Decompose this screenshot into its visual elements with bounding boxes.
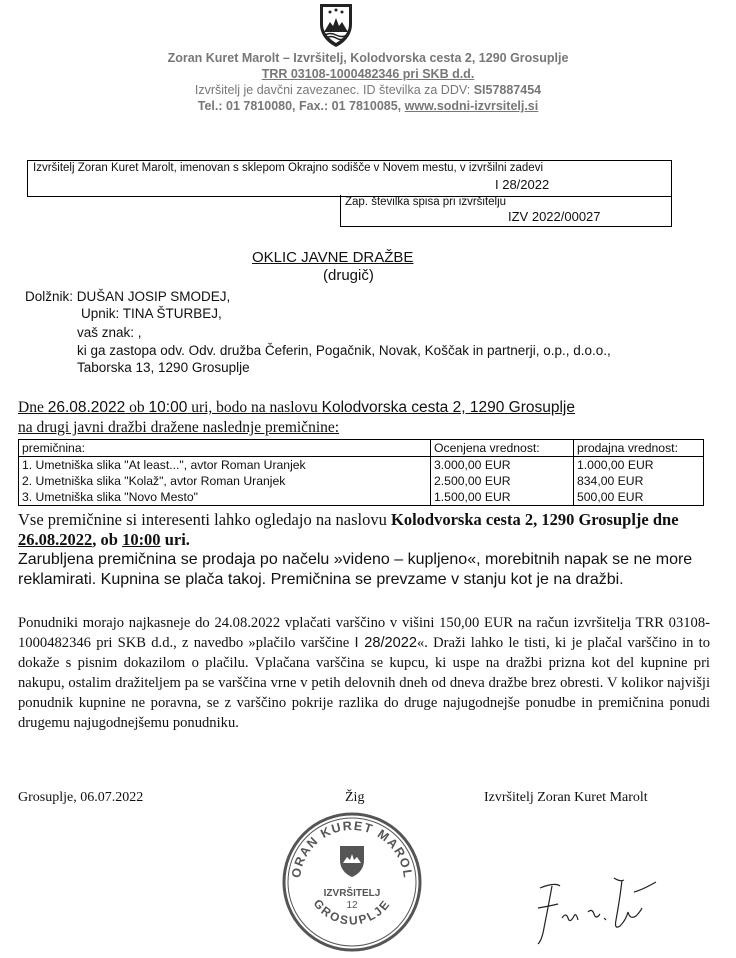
header-line-4: Tel.: 01 7810080, Fax.: 01 7810085, www.sodni-izvrsitelj.si (197, 99, 539, 113)
svg-text:ZORAN KURET MAROLT: ORAN KURET MAROL (289, 818, 415, 879)
representative-address: Taborska 13, 1290 Grosuplje (77, 360, 250, 375)
item-name: 1. Umetniška slika "At least...", avtor Roman Uranjek (19, 457, 431, 474)
conditions-paragraph: Zarubljena premičnina se prodaja po načelu »videno – kupljeno«, morebitnih napak se ne more reklamirati. Kupnina se plača takoj. Premičnina se prevzame v stanju kot je na dražbi. (18, 551, 693, 588)
item-estimated-value: 2.500,00 EUR (431, 473, 574, 489)
signatory: Izvršitelj Zoran Kuret Marolt (484, 790, 648, 805)
table-row (19, 473, 704, 489)
debtor-line: Dolžnik: DUŠAN JOSIP SMODEJ, (25, 289, 231, 304)
website-link[interactable]: www.sodni-izvrsitelj.si (404, 99, 539, 113)
case-number: I 28/2022 (495, 177, 550, 192)
items-table (18, 439, 704, 506)
column-header-item: premičnina: (19, 440, 431, 457)
stamp-label: Žig (345, 790, 365, 805)
auction-items-intro: na drugi javni dražbi dražene naslednje premičnine: (18, 419, 340, 436)
table-row (19, 457, 704, 474)
table-header-row (19, 440, 704, 457)
file-number-label: Zap. številka spisa pri izvršitelju (345, 196, 507, 208)
item-sale-value: 1.000,00 EUR (574, 457, 704, 474)
item-name: 3. Umetniška slika "Novo Mesto" (19, 489, 431, 506)
item-sale-value: 500,00 EUR (574, 489, 704, 506)
svg-text:IZVRŠITELJ: IZVRŠITELJ (323, 888, 381, 899)
table-row (19, 489, 704, 506)
reference-line: vaš znak: , (77, 325, 142, 340)
creditor-line: Upnik: TINA ŠTURBEJ, (81, 306, 222, 321)
column-header-sale: prodajna vrednost: (574, 440, 704, 457)
header-line-1: Zoran Kuret Marolt – Izvršitelj, Kolodvorska cesta 2, 1290 Grosuplje (167, 51, 569, 65)
case-intro-text: Izvršitelj Zoran Kuret Marolt, imenovan s sklepom Okrajno sodišče v Novem mestu, v izvršilni zadevi (33, 162, 544, 174)
viewing-paragraph: Vse premičnine si interesenti lahko ogledajo na naslovu Kolodvorska cesta 2, 1290 Grosuplje dne 26.08.2022, ob 10:00 uri. (18, 510, 679, 549)
header-line-2: TRR 03108-1000482346 pri SKB d.d. (261, 67, 475, 81)
place-date: Grosuplje, 06.07.2022 (18, 790, 144, 805)
column-header-estimated: Ocenjena vrednost: (431, 440, 574, 457)
deposit-paragraph: Ponudniki morajo najkasneje do 24.08.2022 vplačati varščino v višini 150,00 EUR na račun izvršitelja TRR 03108-1000482346 pri SKB d.d., z navedbo »plačilo varščine I 28/2022«. Draži lahko le tisti, ki je plačal varščino in to dokaže s pisnim dokazilom o plačilu. Vplačana varščina se kupcu, ki uspe na dražbi prizna kot del kupnine pri nakupu, ostalim dražiteljem pa se varščina vrne v petih delovnih dneh od dneva dražbe brez obresti. V kolikor najvišji ponudnik kupnine ne poravna, se z varščino pokrije razlika do druge najugodnejše ponudbe in premičnina ponudi drugemu najugodnejšemu ponudniku. (18, 615, 711, 731)
item-name: 2. Umetniška slika "Kolaž", avtor Roman Uranjek (19, 473, 431, 489)
item-estimated-value: 1.500,00 EUR (431, 489, 574, 506)
page-title: OKLIC JAVNE DRAŽBE (252, 249, 414, 266)
coat-of-arms-logo (318, 2, 354, 48)
auction-date-line: Dne 26.08.2022 ob 10:00 uri, bodo na naslovu Kolodvorska cesta 2, 1290 Grosuplje (18, 399, 575, 416)
official-seal-stamp (278, 808, 426, 953)
file-number: IZV 2022/00027 (508, 209, 601, 224)
signature (530, 868, 670, 948)
svg-text:GROSUPLJE: GROSUPLJE (310, 896, 394, 928)
item-estimated-value: 3.000,00 EUR (431, 457, 574, 474)
page-subtitle: (drugič) (323, 267, 374, 284)
item-sale-value: 834,00 EUR (574, 473, 704, 489)
representative-line: ki ga zastopa odv. Odv. družba Čeferin, Pogačnik, Novak, Koščak in partnerji, o.p., d.o.o., (77, 343, 611, 358)
svg-text:12: 12 (346, 900, 358, 911)
header-line-3: Izvršitelj je davčni zavezanec. ID številka za DDV: SI57887454 (194, 83, 542, 97)
